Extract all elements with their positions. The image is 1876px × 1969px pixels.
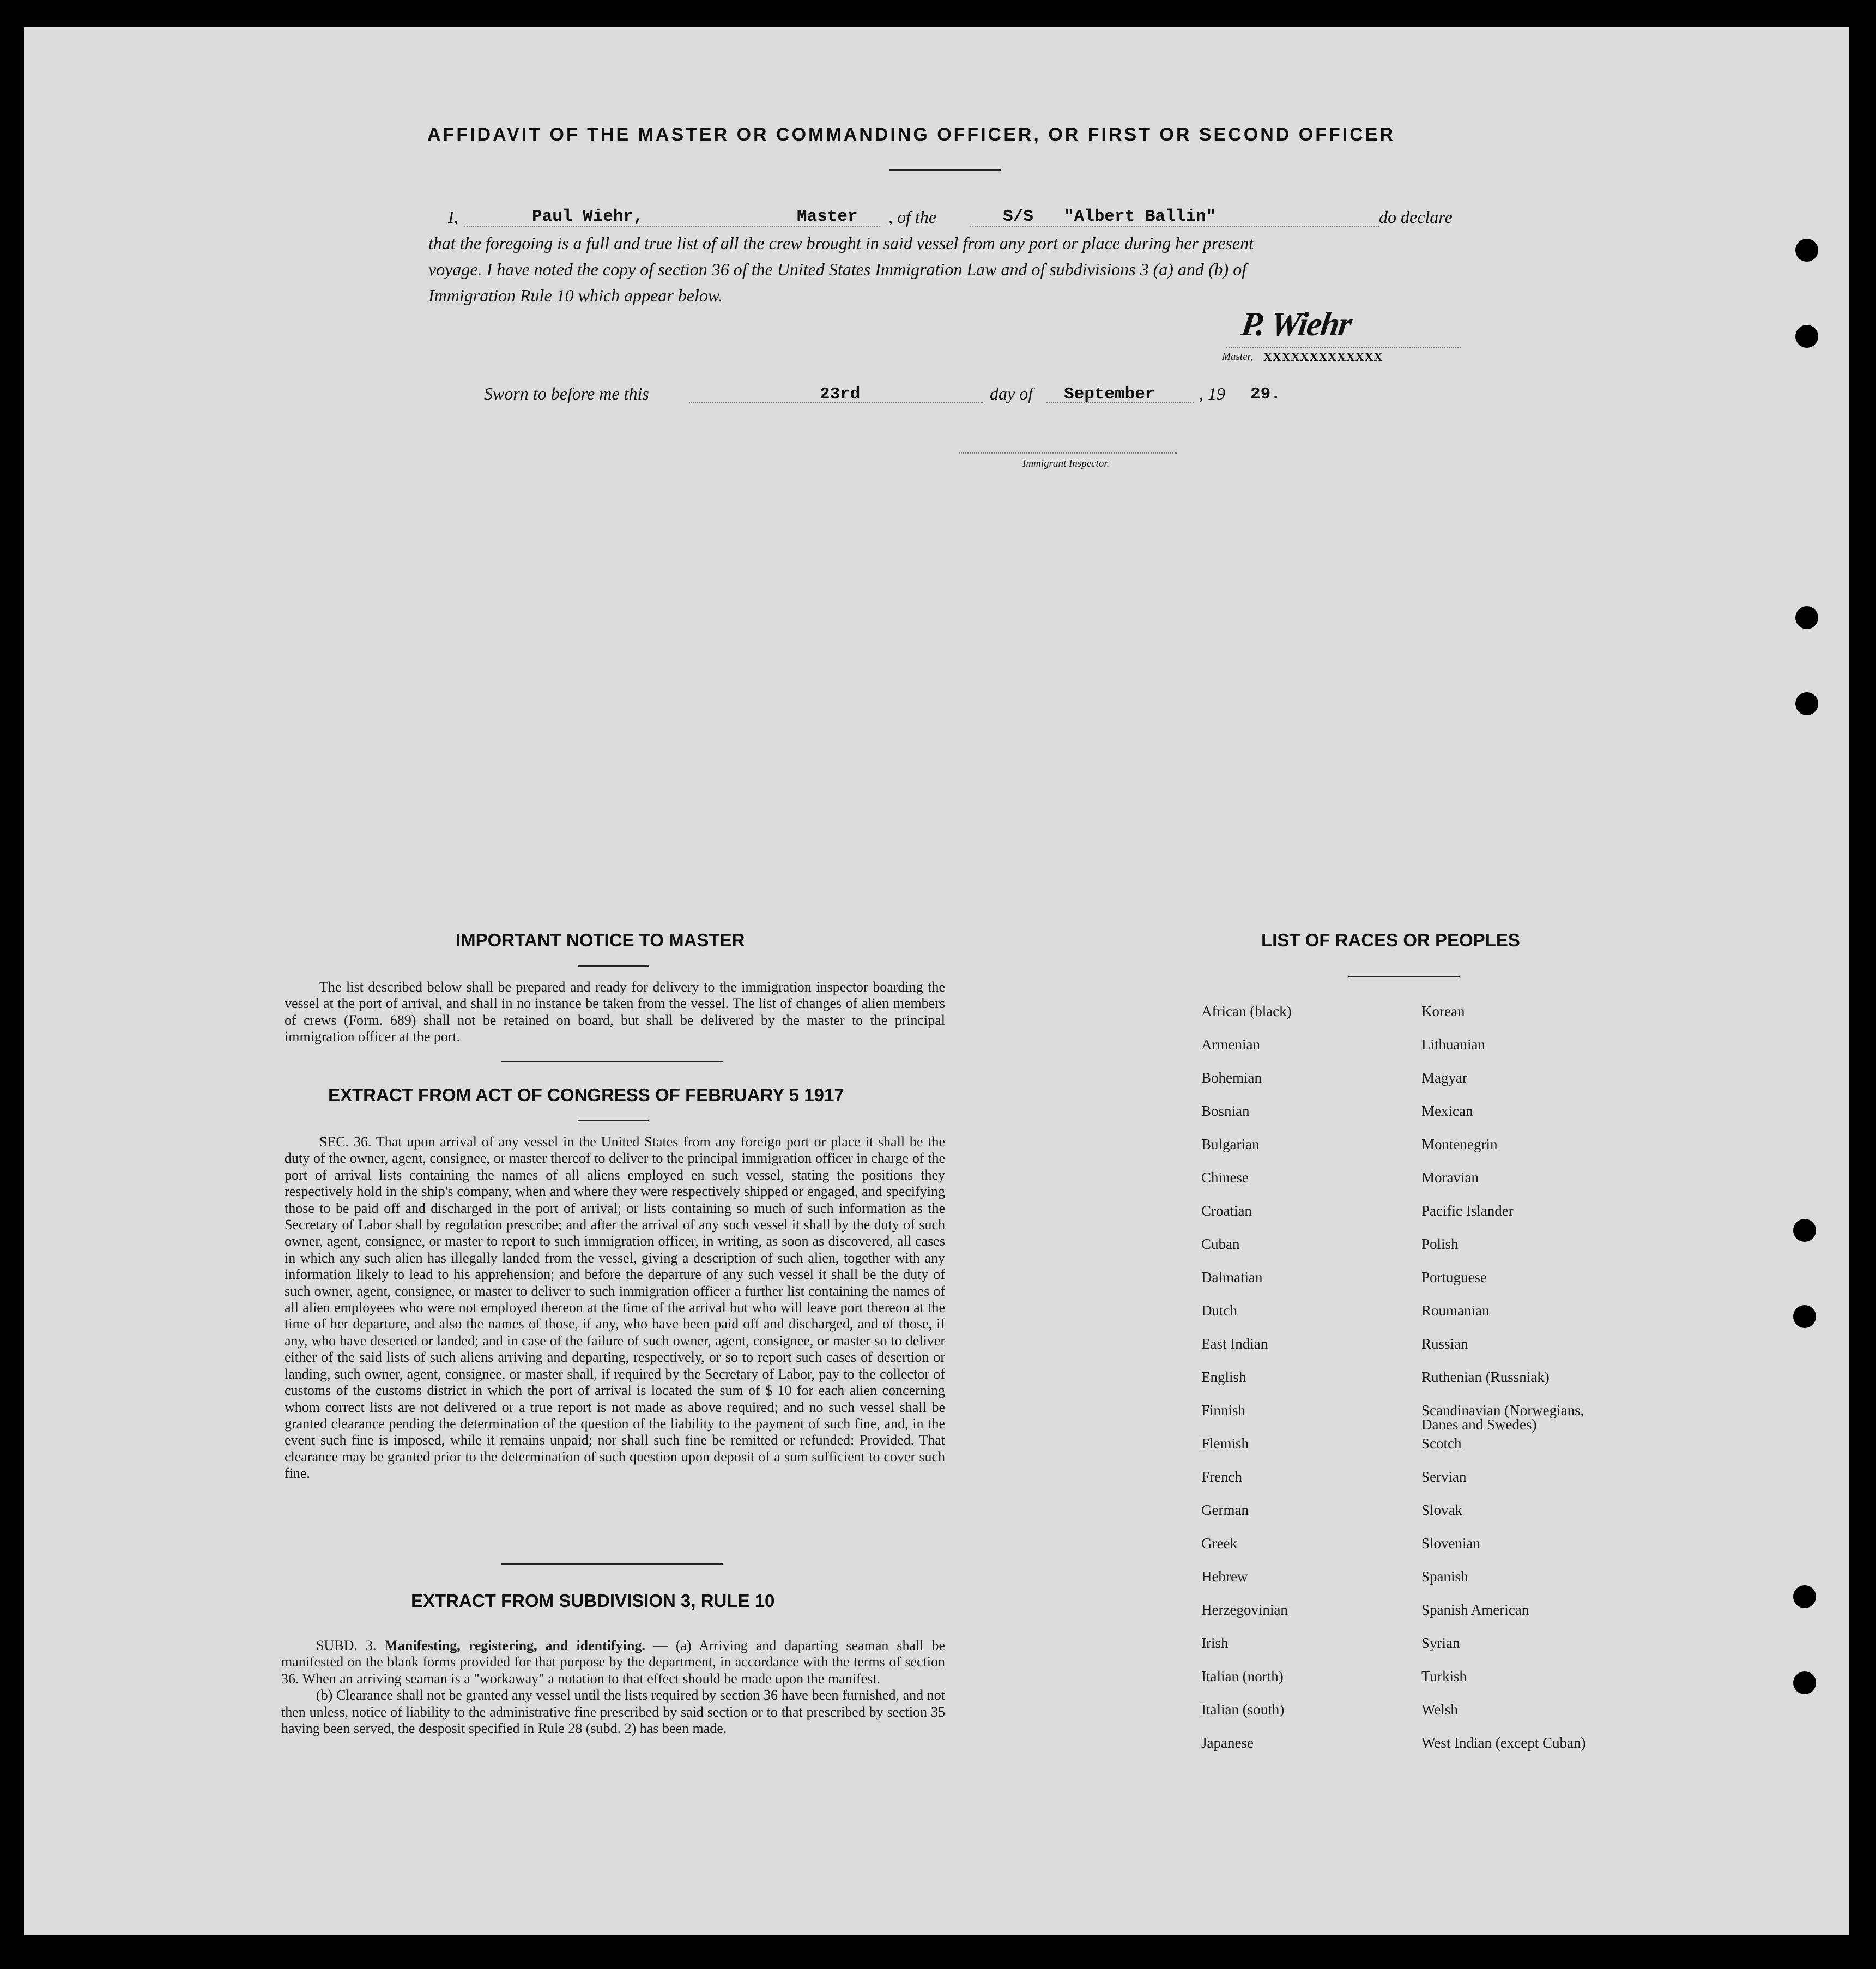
inspector-signature-line	[959, 452, 1177, 454]
race-item: Slovak	[1421, 1502, 1463, 1518]
affidavit-line-3: voyage. I have noted the copy of section 36 of the United States Immigration Law and of subdivisions 3 (a) and (b) of	[428, 259, 1247, 279]
race-item: French	[1201, 1469, 1242, 1485]
race-item: Bohemian	[1201, 1070, 1262, 1086]
inspector-label: Immigrant Inspector.	[1022, 458, 1110, 469]
subd-a-text: — (a) Arriving and daparting seaman shall be manifested on the blank forms provided for that purpose by the department, in accordance with the terms of section 36. When an arriving seaman is a "workaway" a notation to that effect should be made upon the manifest.	[281, 1638, 946, 1687]
race-item: Portuguese	[1421, 1269, 1487, 1285]
vessel-name: "Albert Ballin"	[1064, 207, 1217, 226]
race-item: Mexican	[1421, 1103, 1473, 1119]
race-item: Italian (south)	[1201, 1701, 1285, 1718]
subd-heading: Manifesting, registering, and identifying.	[384, 1638, 645, 1653]
binder-hole	[1795, 692, 1818, 715]
race-item: Pacific Islander	[1421, 1203, 1514, 1219]
notice-paragraph: The list described below shall be prepared and ready for delivery to the immigration inspector boarding the vessel at the port of arrival, and shall in no instance be taken from the vessel. The list of changes of alien members of crews (Form. 689) shall not be retained on board, but shall be delivered by the master to the principal immigration officer at the port.	[285, 979, 945, 1045]
act-text	[285, 1134, 945, 1482]
race-item: Bosnian	[1201, 1103, 1250, 1119]
race-item: Moravian	[1421, 1169, 1479, 1186]
race-item: West Indian (except Cuban)	[1421, 1735, 1586, 1751]
race-item: Greek	[1201, 1535, 1237, 1551]
vessel-prefix: S/S	[1003, 207, 1033, 226]
month-value: September	[1064, 385, 1155, 404]
races-underline	[1348, 976, 1460, 977]
subd-a-paragraph	[281, 1638, 945, 1687]
subd-label: SUBD. 3.	[316, 1638, 377, 1653]
notice-text	[285, 979, 945, 1046]
race-item: Magyar	[1421, 1070, 1467, 1086]
master-signature: P. Wiehr	[1239, 306, 1353, 343]
binder-hole	[1795, 239, 1818, 262]
do-declare-label: do declare	[1379, 207, 1453, 227]
i-label: I,	[448, 207, 458, 227]
race-item: Ruthenian (Russniak)	[1421, 1369, 1550, 1385]
race-item: Russian	[1421, 1336, 1468, 1352]
race-item: Dalmatian	[1201, 1269, 1263, 1285]
race-item: Syrian	[1421, 1635, 1460, 1651]
section-divider	[501, 1563, 723, 1565]
race-item: Dutch	[1201, 1302, 1237, 1319]
affidavit-title: AFFIDAVIT OF THE MASTER OR COMMANDING OFFICER, OR FIRST OR SECOND OFFICER	[427, 124, 1395, 145]
race-item: Flemish	[1201, 1435, 1249, 1452]
notice-underline	[578, 965, 649, 967]
race-item: Spanish	[1421, 1568, 1468, 1585]
notice-title: IMPORTANT NOTICE TO MASTER	[456, 930, 745, 950]
master-name: Paul Wiehr,	[532, 207, 644, 226]
race-item: Finnish	[1201, 1402, 1246, 1418]
race-item: Turkish	[1421, 1668, 1467, 1684]
signature-line	[1226, 347, 1461, 348]
of-the-label: , of the	[888, 207, 936, 227]
year-prefix: , 19	[1199, 384, 1225, 403]
race-item: Roumanian	[1421, 1302, 1490, 1319]
rule-title: EXTRACT FROM SUBDIVISION 3, RULE 10	[411, 1591, 775, 1611]
act-title: EXTRACT FROM ACT OF CONGRESS OF FEBRUARY 5 1917	[328, 1085, 844, 1105]
race-item: Armenian	[1201, 1036, 1260, 1053]
binder-hole	[1793, 1305, 1816, 1328]
race-item: Polish	[1421, 1236, 1459, 1252]
binder-hole	[1795, 325, 1818, 348]
binder-hole	[1795, 606, 1818, 629]
binder-hole	[1793, 1585, 1816, 1608]
race-item: Montenegrin	[1421, 1136, 1498, 1152]
race-item: Japanese	[1201, 1735, 1254, 1751]
races-title: LIST OF RACES OR PEOPLES	[1261, 930, 1520, 950]
race-item: Croatian	[1201, 1203, 1252, 1219]
act-underline	[578, 1120, 649, 1121]
master-label: Master,	[1222, 351, 1253, 363]
affidavit-line-4: Immigration Rule 10 which appear below.	[428, 286, 723, 305]
race-item: East Indian	[1201, 1336, 1268, 1352]
race-item: African (black)	[1201, 1003, 1292, 1019]
rule-text	[281, 1638, 945, 1737]
sworn-label: Sworn to before me this	[484, 384, 649, 403]
race-item: Chinese	[1201, 1169, 1249, 1186]
race-item: German	[1201, 1502, 1249, 1518]
binder-hole	[1793, 1219, 1816, 1242]
day-value: 23rd	[820, 385, 861, 404]
race-item: Scotch	[1421, 1435, 1462, 1452]
race-item: Hebrew	[1201, 1568, 1248, 1585]
race-item: Bulgarian	[1201, 1136, 1260, 1152]
race-item: Lithuanian	[1421, 1036, 1485, 1053]
title-underline	[889, 169, 1001, 171]
race-item: Welsh	[1421, 1701, 1458, 1718]
affidavit-line-2: that the foregoing is a full and true list of all the crew brought in said vessel from any port or place during her present	[428, 233, 1254, 253]
subd-b-paragraph: (b) Clearance shall not be granted any vessel until the lists required by section 36 have been furnished, and not then unless, notice of liability to the administrative fine prescribed by said section or to that prescribed by section 35 having been served, the desposit specified in Rule 28 (subd. 2) has been made.	[281, 1687, 945, 1737]
race-item: Herzegovinian	[1201, 1602, 1288, 1618]
race-item: Servian	[1421, 1469, 1467, 1485]
race-item: Irish	[1201, 1635, 1229, 1651]
race-item: Slovenian	[1421, 1535, 1480, 1551]
sec-36-paragraph: SEC. 36. That upon arrival of any vessel in the United States from any foreign port or place it shall be the duty of the owner, agent, consignee, or master thereof to deliver to the principal immigration officer in charge of the port of arrival lists containing the names of all aliens employed en such vessel, stating the positions they respectively hold in the ship's company, when and where they were respectively shipped or engaged, and specifying those to be paid off and discharged in the port of arrival; or lists containing so much of such information as the Secretary of Labor shall by regulation prescribe; and after the arrival of any such vessel it shall by the duty of such owner, agent, consignee, or master to report to such immigration officer, in writing, as soon as discovered, all cases in which any such alien has illegally landed from the vessel, giving a description of such alien, together with any information likely to lead to his apprehension; and before the departure of any such vessel it shall be the duty of such owner, agent, consignee, or master to deliver to such immigration officer a further list containing the names of all alien employees who were not employed thereon at the time of the arrival but who will leave port thereon at the time of her departure, and also the names of those, if any, who have been paid off and discharged, and of those, if any, who have deserted or landed; and in case of the failure of such owner, agent, consignee, or master so to deliver either of the said lists of such aliens arriving and departing, respectively, or so to report such cases of desertion or landing, such owner, agent, consignee, or master shall, if required by the Secretary of Labor, pay to the collector of customs of the customs district in which the port of arrival is located the sum of $ 10 for each alien concerning whom correct lists are not delivered or a true report is not made as above required; and no such vessel shall be granted clearance pending the determination of the question of the liability to the payment of such fine, and, in the event such fine is imposed, while it remains unpaid; nor shall such fine be remitted or refunded: Provided. That clearance may be granted prior to the determination of such question upon deposit of a sum sufficient to cover such fine.	[285, 1134, 945, 1482]
section-divider	[501, 1061, 723, 1062]
race-item: Scandinavian (Norwegians, Danes and Swedes)	[1421, 1402, 1584, 1433]
race-item: Korean	[1421, 1003, 1465, 1019]
race-item: English	[1201, 1369, 1246, 1385]
race-item: Italian (north)	[1201, 1668, 1284, 1684]
race-item: Spanish American	[1421, 1602, 1529, 1618]
year-value: 29.	[1250, 385, 1281, 404]
race-item: Cuban	[1201, 1236, 1240, 1252]
binder-hole	[1793, 1671, 1816, 1694]
struck-out-title: XXXXXXXXXXXXX	[1263, 350, 1383, 364]
rank-value: Master	[797, 207, 858, 226]
day-of-label: day of	[990, 384, 1033, 403]
